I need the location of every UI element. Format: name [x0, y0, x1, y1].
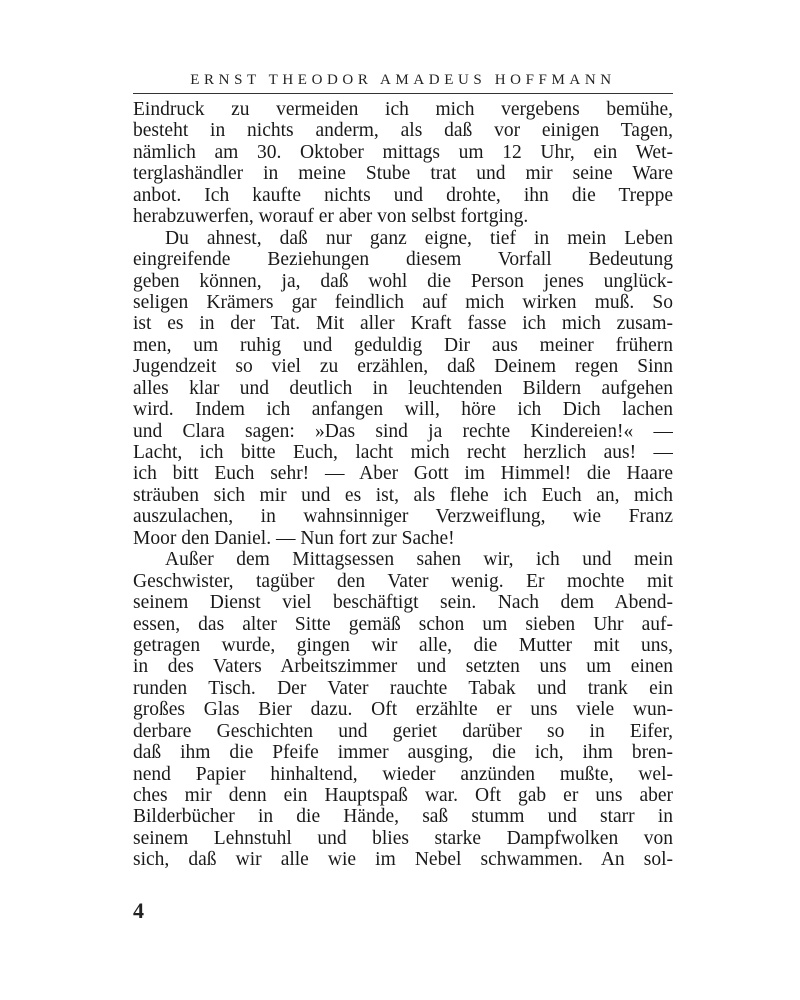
text-line: daß ihm die Pfeife immer ausging, die ich, ihm bren-	[133, 742, 673, 764]
text-line: besteht in nichts anderm, als daß vor einigen Tagen,	[133, 120, 673, 142]
text-line: Eindruck zu vermeiden ich mich vergebens bemühe,	[133, 99, 673, 120]
text-line: Moor den Daniel. — Nun fort zur Sache!	[133, 527, 455, 549]
text-line: sträuben sich mir und es ist, als flehe ich Euch an, mich	[133, 484, 673, 506]
text-line: geben können, ja, daß wohl die Person jenes unglück-	[133, 270, 673, 292]
text-line: derbare Geschichten und geriet darüber so in Eifer,	[133, 720, 673, 742]
text-line: essen, das alter Sitte gemäß schon um sieben Uhr auf-	[133, 613, 673, 635]
text-line: men, um ruhig und geduldig Dir aus meiner frühern	[133, 334, 673, 356]
text-line: Bilderbücher in die Hände, saß stumm und starr in	[133, 806, 673, 828]
text-line: nend Papier hinhaltend, wieder anzünden mußte, wel-	[133, 763, 673, 785]
paragraph	[133, 228, 673, 550]
header-rule	[133, 93, 673, 94]
text-line: seligen Krämers gar feindlich auf mich wirken muß. So	[133, 291, 673, 313]
text-line: auszulachen, in wahnsinniger Verzweiflung, wie Franz	[133, 506, 673, 528]
book-page	[133, 0, 673, 1000]
text-line: ich bitt Euch sehr! — Aber Gott im Himmel! die Haare	[133, 463, 673, 485]
text-line: Du ahnest, daß nur ganz eigne, tief in mein Leben	[165, 227, 673, 249]
text-line: nämlich am 30. Oktober mittags um 12 Uhr, ein Wet-	[133, 141, 673, 163]
text-line: ist es in der Tat. Mit aller Kraft fasse ich mich zusam-	[133, 313, 673, 335]
text-line: Jugendzeit so viel zu erzählen, daß Deinem regen Sinn	[133, 356, 673, 378]
text-line: Außer dem Mittagsessen sahen wir, ich und mein	[165, 549, 673, 571]
text-line: sich, daß wir alle wie im Nebel schwammen. An sol-	[133, 849, 673, 871]
text-line: Geschwister, tagüber den Vater wenig. Er mochte mit	[133, 570, 673, 592]
running-head-author: ERNST THEODOR AMADEUS HOFFMANN	[190, 72, 616, 88]
text-line: anbot. Ich kaufte nichts und drohte, ihn die Treppe	[133, 184, 673, 206]
text-line: Lacht, ich bitte Euch, lacht mich recht herzlich aus! —	[133, 442, 673, 463]
paragraph	[133, 549, 673, 871]
text-line: runden Tisch. Der Vater rauchte Tabak und trank ein	[133, 677, 673, 699]
text-line: herabzuwerfen, worauf er aber von selbst fortging.	[133, 206, 529, 228]
text-line: und Clara sagen: »Das sind ja rechte Kindereien!« —	[133, 420, 673, 442]
text-line: wird. Indem ich anfangen will, höre ich Dich lachen	[133, 399, 673, 421]
text-line: ches mir denn ein Hauptspaß war. Oft gab er uns aber	[133, 785, 673, 806]
text-line: seinem Dienst viel beschäftigt sein. Nach dem Abend-	[133, 592, 673, 614]
body-text	[133, 99, 673, 871]
text-line: großes Glas Bier dazu. Oft erzählte er uns viele wun-	[133, 699, 673, 721]
text-line: eingreifende Beziehungen diesem Vorfall Bedeutung	[133, 249, 673, 271]
text-line: in des Vaters Arbeitszimmer und setzten uns um einen	[133, 656, 673, 678]
text-line: alles klar und deutlich in leuchtenden Bildern aufgehen	[133, 377, 673, 399]
text-line: seinem Lehnstuhl und blies starke Dampfwolken von	[133, 827, 673, 849]
paragraph	[133, 99, 673, 228]
text-line: terglashändler in meine Stube trat und mir seine Ware	[133, 163, 673, 185]
text-line: getragen wurde, gingen wir alle, die Mutter mit uns,	[133, 634, 673, 656]
page-number: 4	[133, 898, 144, 923]
